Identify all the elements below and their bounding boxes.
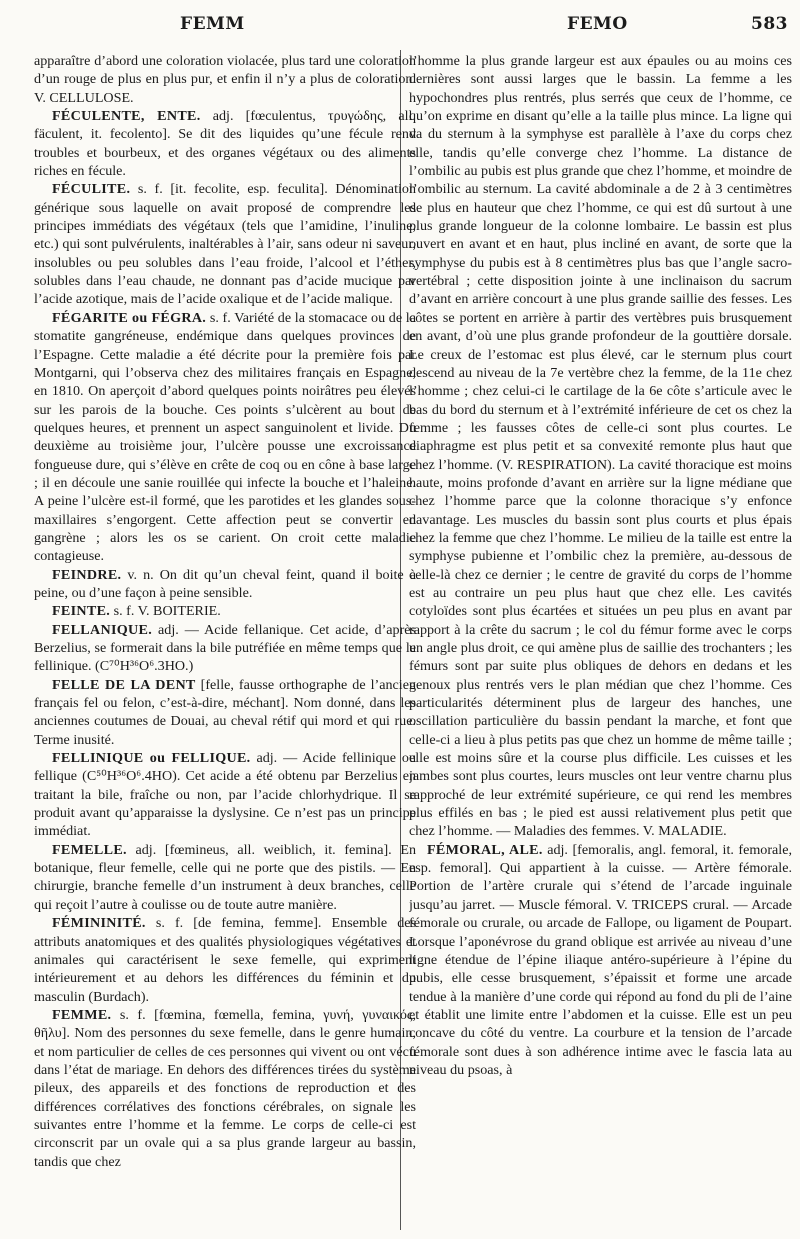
entry-text: adj. [femoralis, angl. femoral, it. femorale, esp. femoral]. Qui appartient à la cuisse. — Artère fémorale. Portion de l’artère crurale qui s’étend de l’arcade inguinale jusqu’au jarret. — Muscle fémoral. V. TRICEPS crural. — Arcade fémorale ou crurale, ou arcade de Fallope, ou ligament de Poupart. Lorsque l’aponévrose du grand oblique est arrivée au niveau d’une ligne étendue de l’épine iliaque antéro-supérieure à l’épine du pubis, elle cesse brusquement, s’épaissit et forme une arcade tendue à la manière d’une corde qui répond au fond du pli de l’aine et établit une limite entre l’abdomen et la cuisse. Elle est un peu concave du côté du ventre. La courbure et la tension de l’arcade fémorale sont dues à son adhérence intime avec le fascia lata au niveau du psoas, à bbox=[409, 841, 792, 1078]
entry-headword: FÉGARITE ou FÉGRA. bbox=[52, 309, 207, 326]
dictionary-entry bbox=[34, 676, 416, 749]
dictionary-entry bbox=[34, 621, 416, 676]
entry-headword: FÉCULENTE, ENTE. bbox=[52, 108, 201, 125]
dictionary-entry bbox=[34, 180, 416, 308]
entry-text: v. n. On dit qu’un cheval feint, quand il boite à peine, ou d’une façon à peine sensible. bbox=[34, 566, 416, 601]
entry-text: adj. [fœmineus, all. weiblich, it. femina]. En botanique, fleur femelle, celle qui ne porte que des pistils. — En chirurgie, branche femelle d’un instrument à deux branches, celle qui reçoit l’autre à coulisse ou de toute autre manière. bbox=[34, 841, 416, 913]
page-number: 583 bbox=[751, 14, 788, 34]
entry-headword: FÉMORAL, ALE. bbox=[427, 841, 543, 858]
dictionary-entry bbox=[34, 914, 416, 1006]
entry-text: apparaître d’abord une coloration violacée, plus tard une coloration d’un rouge de plus en plus pur, et enfin il n’y a plus de coloration. V. CELLULOSE. bbox=[34, 53, 416, 106]
entry-headword: FEMELLE. bbox=[52, 841, 127, 858]
entry-text: s. f. [de femina, femme]. Ensemble des attributs anatomiques et des qualités physiologiques végétatives et animales qui caractérisent le sexe femelle, qui expriment intérieurement et au dehors les différences du féminin et du masculin (Burdach). bbox=[34, 915, 416, 1005]
right-column bbox=[409, 52, 792, 1237]
entry-text: s. f. Variété de la stomacace ou de la stomatite gangréneuse, endémique dans quelques provinces de l’Espagne. Cette maladie a été décrite pour la première fois par Montgarni, qui l’observa chez des militaires français en Espagne, en 1810. On aperçoit d’abord quelques points noirâtres peu élevés sur les parois de la bouche. Ces points s’ulcèrent au bout de quelques heures, et prennent un aspect sanguinolent et livide. Du deuxième au troisième jour, l’ulcère pousse une excroissance fongueuse dure, qui s’élève en crête de coq ou en cône à base large ; il en découle une sanie rouillée qui infecte la bouche et l’haleine. A peine l’ulcère est-il formé, que les parotides et les glandes sous-maxillaires s’engorgent. Cette affection peut se convertir en gangrène ; alors les os se carient. On croit cette maladie contagieuse. bbox=[34, 309, 416, 565]
entry-text: adj. — Acide fellanique. Cet acide, d’après Berzelius, se formerait dans la bile putréfiée en même temps que le fellinique. (C⁷⁰H³⁶O⁶.3HO.) bbox=[34, 621, 416, 675]
running-head-right: FEMO bbox=[567, 14, 628, 34]
dictionary-entry bbox=[34, 841, 416, 914]
entry-text: [felle, fausse orthographe de l’ancien français fel ou felon, c’est-à-dire, méchant]. Nom donné, dans les anciennes coutumes de Douai, au cheval rétif qui mord et qui rue. Terme inusité. bbox=[34, 676, 416, 748]
entry-headword: FELLE DE LA DENT bbox=[52, 676, 196, 693]
dictionary-entry bbox=[409, 841, 792, 1079]
dictionary-entry bbox=[34, 749, 416, 841]
entry-continuation bbox=[409, 52, 792, 841]
running-head-left: FEMM bbox=[180, 14, 245, 34]
dictionary-entry bbox=[34, 107, 416, 180]
dictionary-entry bbox=[34, 1006, 416, 1171]
entry-text: s. f. [fœmina, fœmella, femina, γυνή, γυναικός, θῆλυ]. Nom des personnes du sexe femelle, dans le genre humain, et nom particulier de celles de ces personnes qui vivent ou ont vécu dans l’état de mariage. En dehors des différences tirées du système pileux, des appareils et des fonctions de reproduction et des différences corrélatives des fonctions cérébrales, on signale les suivantes entre l’homme et la femme. Le corps de celle-ci est circonscrit par un ovale qui a sa plus grande largeur au bassin, tandis que chez bbox=[34, 1006, 416, 1170]
entry-headword: FÉCULITE. bbox=[52, 181, 131, 198]
dictionary-entry bbox=[34, 566, 416, 603]
entry-headword: FELLINIQUE ou FELLIQUE. bbox=[52, 750, 251, 767]
entry-continuation bbox=[34, 52, 416, 107]
entry-headword: FELLANIQUE. bbox=[52, 621, 153, 638]
entry-text: s. f. [it. fecolite, esp. feculita]. Dénomination générique sous laquelle on avait proposé de comprendre les principes immédiats des végétaux (tels que l’amidine, l’inuline, etc.) qui sont pulvérulents, inaltérables à l’air, sans odeur ni saveur, insolubles ou peu solubles dans l’eau froide, l’alcool et l’éther, solubles dans l’eau chaude, ne donnant pas d’acide mucique par l’acide azotique, mais de l’acide oxalique et de l’acide malique. bbox=[34, 181, 416, 308]
entry-headword: FÉMININITÉ. bbox=[52, 915, 146, 932]
left-column bbox=[34, 52, 416, 1237]
entry-headword: FEMME. bbox=[52, 1006, 112, 1023]
entry-text: adj. [fœculentus, τρυγώδης, all. fäculent, it. fecolento]. Se dit des liquides qu’une fécule rend troubles et bourbeux, et des organes végétaux ou des aliments riches en fécule. bbox=[34, 108, 416, 180]
dictionary-entry bbox=[34, 602, 416, 620]
entry-headword: FEINTE. bbox=[52, 603, 111, 620]
entry-text: adj. — Acide fellinique ou fellique (C⁵⁰H³⁶O⁶.4HO). Cet acide a été obtenu par Berzelius en traitant la bile, fraîche ou non, par l’acide chlorhydrique. Il se produit avant qu’apparaisse la dyslysine. Ce n’est pas un principe immédiat. bbox=[34, 750, 416, 840]
entry-headword: FEINDRE. bbox=[52, 566, 122, 583]
entry-text: l’homme la plus grande largeur est aux épaules ou au moins ces dernières sont aussi larges que le bassin. La femme a les hypochondres plus rentrés, plus serrés que ceux de l’homme, ce qu’on exprime en disant qu’elle a la taille plus mince. La ligne qui va du sternum à la symphyse est parallèle à l’axe du corps chez elle, tandis qu’elle converge chez l’homme. La distance de l’ombilic au pubis est plus grande que chez l’homme, et moindre de l’ombilic au sternum. La cavité abdominale a de 2 à 3 centimètres de plus en hauteur que chez l’homme, ce qui est dû surtout à une plus grande longueur de la colonne lombaire. Le bassin est plus ouvert en avant et en haut, plus incliné en avant, de sorte que la symphyse du pubis est à 8 centimètres plus bas que l’angle sacro-vertébral ; cette disposition jointe à une inclinaison du sacrum d’avant en arrière concourt à une plus grande saillie des fesses. Les côtes se portent en arrière à partir des vertèbres puis brusquement en avant, d’où une plus grande profondeur de la gouttière dorsale. Le creux de l’estomac est plus élevé, car le sternum plus court descend au niveau de la 7e vertèbre chez la femme, de la 11e chez l’homme ; chez celui-ci le cartilage de la 6e côte s’articule avec le bas du bord du sternum et à l’extrémité inférieure de cet os chez la femme ; les fausses côtes de celle-ci sont plus courtes. Le diaphragme est plus petit et sa convexité remonte plus haut que chez l’homme. (V. RESPIRATION). La cavité thoracique est moins haute, moins profonde d’avant en arrière sur la ligne médiane que chez l’homme parce que la colonne thoracique s’y enfonce davantage. Les muscles du bassin sont plus courts et plus épais chez la femme que chez l’homme. Le milieu de la taille est entre la symphyse pubienne et l’ombilic chez la première, au-dessous de celle-là chez ce dernier ; le centre de gravité du corps de l’homme est au contraire un peu plus haut que chez elle. Les cavités cotyloïdes sont plus écartées et situées un peu plus en avant par rapport à la crête du sacrum ; le col du fémur forme avec le corps un angle plus droit, ce qui amène plus de saillie des trochanters ; les fémurs sont par suite plus obliques de dehors en dedans et les genoux plus rentrés vers le plan médian que chez l’homme. Ces particularités déterminent plus de largeur des hanches, une oscillation particulière du bassin pendant la marche, et font que celle-ci a lieu à plus petits pas que chez un homme de même taille ; elle est moins sûre et la course plus difficile. Les cuisses et les jambes sont plus courtes, leurs muscles ont leur ventre charnu plus rapproché de leur extrémité supérieure, ce qui rend les membres plus effilés en bas ; le pied est aussi relativement plus petit que chez l’homme. — Maladies des femmes. V. MALADIE. bbox=[409, 53, 792, 840]
dictionary-entry bbox=[34, 309, 416, 566]
running-header bbox=[0, 14, 800, 36]
entry-text: s. f. V. BOITERIE. bbox=[110, 603, 221, 620]
